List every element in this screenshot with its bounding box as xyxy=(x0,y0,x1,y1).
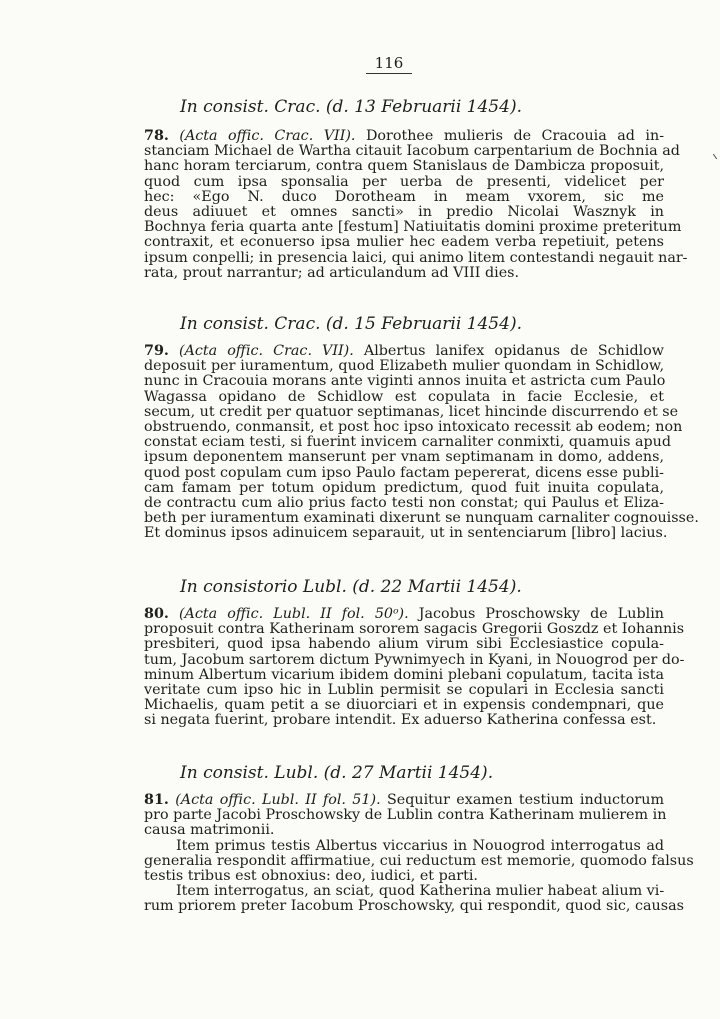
margin-mark xyxy=(713,154,717,159)
text-line: pro parte Jacobi Proschowsky de Lublin contra Katherinam mulierem in xyxy=(144,807,667,824)
text-line: Bochnya feria quarta ante [festum] Natiuitatis domini proxime preteritum xyxy=(144,219,682,236)
entry-first-line xyxy=(144,129,664,144)
page-number-rule xyxy=(366,73,412,74)
text-line: testis tribus est obnoxius: deo, iudici, et parti. xyxy=(144,867,478,884)
text-line: stanciam Michael de Wartha citauit Iacobum carpentarium de Bochnia ad xyxy=(144,143,680,160)
entry-first-line xyxy=(144,344,664,359)
entry-80 xyxy=(144,606,685,729)
entry-source: (Acta offic. Crac. VII). xyxy=(179,128,356,144)
text-line: minum Albertum vicarium ibidem domini plebani copulatum, tacita ista xyxy=(144,666,664,683)
entry-source: (Acta offic. Lubl. II fol. 50ᵒ). xyxy=(178,606,409,622)
entry-source: (Acta offic. Crac. VII). xyxy=(178,343,354,359)
text-line: Albertus lanifex opidanus de Schidlow xyxy=(363,343,665,359)
text-line: si negata fuerint, probare intendit. Ex aduerso Katherina confessa est. xyxy=(144,712,657,729)
entry-number: 81. xyxy=(144,792,169,808)
text-line: proposuit contra Katherinam sororem sagacis Gregorii Goszdz et Iohannis xyxy=(144,621,685,638)
entry-source: (Acta offic. Lubl. II fol. 51). xyxy=(175,792,381,808)
entry-heading: In consist. Lubl. (d. 27 Martii 1454). xyxy=(180,763,494,783)
text-line: Item interrogatus, an sciat, quod Katherina mulier habeat alium vi- xyxy=(176,883,665,900)
text-line: quod cum ipsa sponsalia per uerba de presenti, videlicet per xyxy=(144,173,664,190)
entry-number: 80. xyxy=(144,606,169,622)
text-line: Dorothee mulieris de Cracouia ad in- xyxy=(365,128,665,144)
text-line: generalia respondit affirmatiue, cui reductum est memorie, quomodo falsus xyxy=(144,852,694,869)
entry-81 xyxy=(144,792,694,915)
text-line: ipsum deponentem manserunt per vnam septimanam in domo, addens, xyxy=(144,449,664,466)
text-line: deposuit per iuramentum, quod Elizabeth mulier quondam in Schidlow, xyxy=(144,358,664,375)
text-line: Item primus testis Albertus viccarius in Nouogrod interrogatus ad xyxy=(176,837,664,854)
entry-heading: In consistorio Lubl. (d. 22 Martii 1454). xyxy=(180,577,522,597)
text-line: hanc horam terciarum, contra quem Stanislaus de Dambicza proposuit, xyxy=(144,158,664,175)
text-line: tum, Jacobum sartorem dictum Pywnimyech in Kyani, in Nouogrod per do- xyxy=(144,651,685,668)
text-line: veritate cum ipso hic in Lublin permisit se copulari in Ecclesia sancti xyxy=(144,681,664,698)
text-line: causa matrimonii. xyxy=(144,822,275,839)
text-line: deus adiuuet et omnes sancti» in predio Nicolai Wasznyk in xyxy=(144,203,664,220)
page-number: 116 xyxy=(374,54,404,72)
entry-79 xyxy=(144,343,699,542)
text-line: nunc in Cracouia morans ante viginti annos inuita et astricta cum Paulo xyxy=(144,373,666,390)
entry-first-line xyxy=(144,607,664,622)
text-line: Wagassa opidano de Schidlow est copulata in facie Ecclesie, et xyxy=(144,388,664,405)
text-line: Jacobus Proschowsky de Lublin xyxy=(418,606,664,622)
entry-heading: In consist. Crac. (d. 15 Februarii 1454). xyxy=(180,314,522,334)
text-line: quod post copulam cum ipso Paulo factam pepererat, dicens esse publi- xyxy=(144,464,665,481)
entry-heading: In consist. Crac. (d. 13 Februarii 1454). xyxy=(180,97,522,117)
text-line: constat eciam testi, si fuerint invicem carnaliter conmixti, quamuis apud xyxy=(144,434,672,451)
text-line: hec: «Ego N. duco Dorotheam in meam vxorem, sic me xyxy=(144,188,664,205)
text-line: obstruendo, conmansit, et post hoc ipso intoxicato recessit ab eodem; non xyxy=(144,418,683,435)
text-line: cam famam per totum opidum predictum, quod fuit inuita copulata, xyxy=(144,479,664,496)
text-line: rum priorem preter Iacobum Proschowsky, qui respondit, quod sic, causas xyxy=(144,898,684,915)
entry-number: 78. xyxy=(144,128,169,144)
text-line: beth per iuramentum examinati dixerunt se nunquam carnaliter cognouisse. xyxy=(144,510,699,527)
entry-number: 79. xyxy=(144,343,169,359)
text-line: rata, prout narrantur; ad articulandum ad VIII dies. xyxy=(144,264,520,281)
entry-first-line xyxy=(144,793,664,808)
text-line: Michaelis, quam petit a se diuorciari et in expensis condempnari, que xyxy=(144,697,664,714)
text-line: contraxit, et econuerso ipsa mulier hec eadem verba repetiuit, petens xyxy=(144,234,664,251)
text-line: presbiteri, quod ipsa habendo alium virum sibi Ecclesiastice copula- xyxy=(144,636,664,653)
text-line: secum, ut credit per quatuor septimanas, licet hincinde discurrendo et se xyxy=(144,403,679,420)
text-line: de contractu cum alio prius facto testi non constat; qui Paulus et Eliza- xyxy=(144,494,664,511)
text-line: Et dominus ipsos adinuicem separauit, ut in sentenciarum [libro] lacius. xyxy=(144,525,668,542)
text-line: ipsum conpelli; in presencia laici, qui animo litem contestandi negauit nar- xyxy=(144,249,688,266)
entry-78 xyxy=(144,128,688,281)
text-line: Sequitur examen testium inductorum xyxy=(386,792,665,808)
